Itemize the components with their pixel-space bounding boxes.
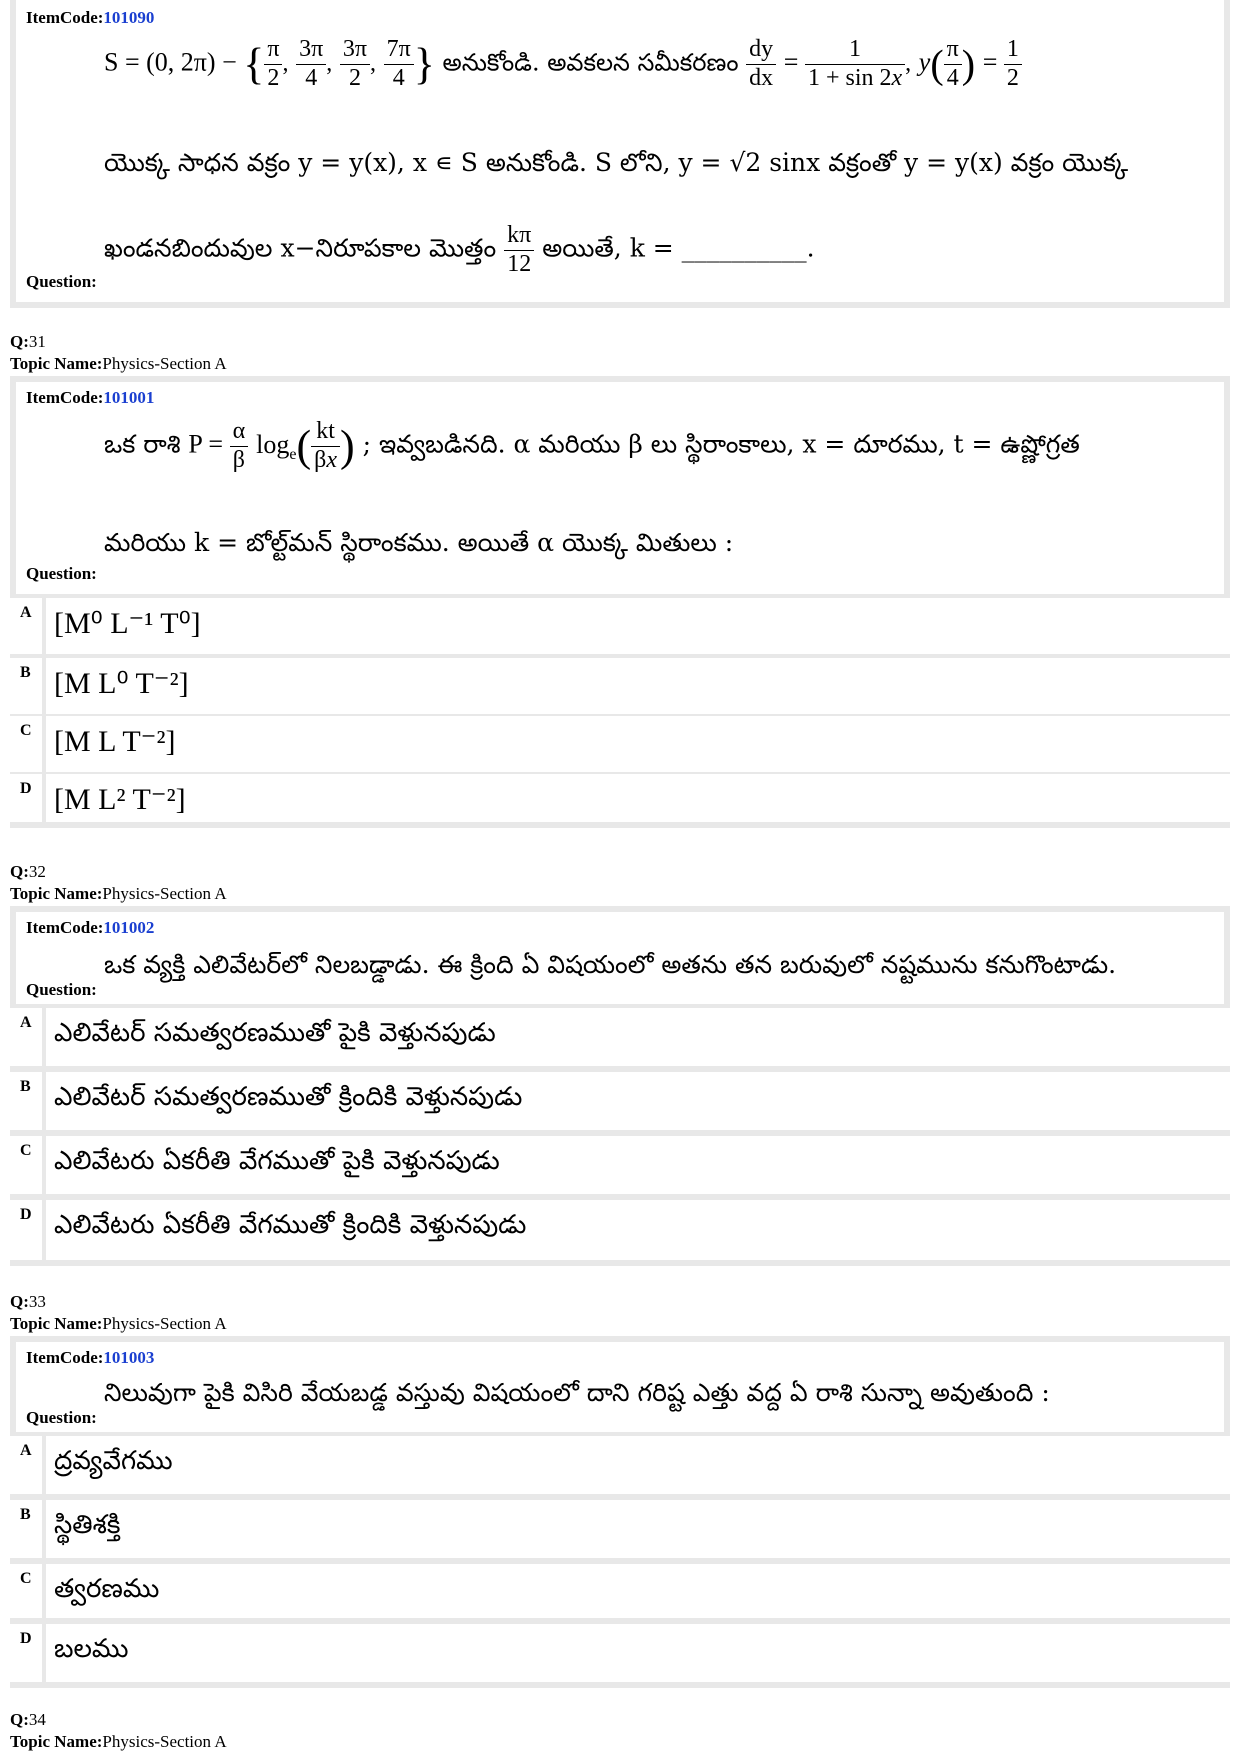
question-line-2: మరియు k = బోల్ట్‌మన్ స్థిరాంకము. అయితే α యొక్క మితులు : <box>104 528 734 557</box>
question-text: ఒక వ్యక్తి ఎలివేటర్‌లో నిలబడ్డాడు. ఈ క్రింది ఏ విషయంలో అతను తన బరువులో నష్టమును కనుగొంటాడు. <box>104 950 1117 979</box>
option-letter: B <box>20 664 31 681</box>
option-text: ఎలివేటర్ సమత్వరణముతో క్రిందికి వెళ్తునపుడు <box>54 1082 523 1112</box>
option-divider <box>42 1436 46 1494</box>
topic-name <box>10 1732 227 1752</box>
option-divider <box>42 774 46 822</box>
item-code-value: 101003 <box>103 1348 155 1367</box>
option-letter: D <box>20 1630 32 1647</box>
question-text: ఒక రాశి <box>104 429 181 459</box>
question-text: ; ఇవ్వబడినది. α మరియు β లు స్థిరాంకాలు, x = దూరము, t = ఉష్ణోగ్రత <box>362 429 1080 459</box>
option-letter: C <box>20 1142 32 1159</box>
item-code-label: ItemCode: <box>26 388 104 407</box>
option-letter: A <box>20 1014 32 1031</box>
option-a[interactable] <box>10 1008 1230 1066</box>
question-number <box>10 1710 46 1730</box>
topic-label: Topic Name: <box>10 354 103 373</box>
option-divider <box>42 1136 46 1194</box>
question-block-101002 <box>10 906 1230 1266</box>
topic-value: Physics-Section A <box>102 1314 227 1333</box>
option-divider <box>42 1200 46 1260</box>
option-b[interactable] <box>10 1500 1230 1558</box>
question-label: Question: <box>26 980 97 999</box>
question-text: అయితే, k = __________. <box>542 233 815 263</box>
option-divider <box>42 716 46 772</box>
question-text: నిలువుగా పైకి విసిరి వేయబడ్డ వస్తువు విషయంలో దాని గరిష్ట ఎత్తు వద్ద ఏ రాశి సున్నా అవుతుంది : <box>104 1378 1050 1407</box>
option-text: త్వరణము <box>54 1574 160 1604</box>
topic-label: Topic Name: <box>10 1314 103 1333</box>
item-code-label: ItemCode: <box>26 1348 104 1367</box>
question-number-value: 31 <box>28 332 46 351</box>
question-text: అనుకోండి. అవకలన సమీకరణం <box>442 48 739 77</box>
option-letter: B <box>20 1506 31 1523</box>
option-a[interactable] <box>10 1436 1230 1494</box>
option-a[interactable] <box>10 598 1230 654</box>
option-text: [M L² T⁻²] <box>54 783 186 816</box>
item-code <box>26 8 154 28</box>
topic-name <box>10 354 227 374</box>
item-code-value: 101002 <box>103 918 155 937</box>
option-divider <box>42 1500 46 1558</box>
question-block-101090 <box>10 0 1230 308</box>
option-letter: A <box>20 604 32 621</box>
question-number-value: 32 <box>28 862 46 881</box>
topic-value: Physics-Section A <box>102 354 227 373</box>
option-b[interactable] <box>10 1072 1230 1130</box>
option-text: ద్రవ్యవేగము <box>54 1446 173 1476</box>
option-letter: D <box>20 1206 32 1223</box>
question-number-value: 33 <box>28 1292 46 1311</box>
option-d[interactable] <box>10 774 1230 822</box>
item-code <box>26 388 154 408</box>
question-line-1: ఒక రాశి P = $\frac{\alpha}{\beta}$ $\log_e$( $\frac{kt}{\beta x}$ ) ; ఇవ్వబడినది. α మరియు β లు స్థిరాంకాలు, x = దూరము, t = ఉష్ణోగ్రత <box>104 418 1080 473</box>
option-c[interactable] <box>10 1564 1230 1618</box>
question-line-2: యొక్క సాధన వక్రం y = y(x), x ∊ S అనుకోండి. S లోని, y = √2 sinx వక్రంతో y = y(x) వక్రం యొక్క <box>104 148 1129 177</box>
option-text: ఎలివేటరు ఏకరీతి వేగముతో పైకి వెళ్తునపుడు <box>54 1146 500 1176</box>
option-letter: D <box>20 780 32 797</box>
option-d[interactable] <box>10 1624 1230 1682</box>
option-divider <box>42 1072 46 1130</box>
option-letter: C <box>20 1570 32 1587</box>
question-number-value: 34 <box>28 1710 46 1729</box>
question-line-3: ఖండనబిందువుల x−నిరూపకాల మొత్తం $\frac{k\pi}{12}$ అయితే, k = __________. <box>104 222 815 277</box>
option-divider <box>42 1564 46 1618</box>
option-letter: C <box>20 722 32 739</box>
option-divider <box>42 1624 46 1682</box>
topic-label: Topic Name: <box>10 884 103 903</box>
option-text: [M L T⁻²] <box>54 725 176 758</box>
topic-name <box>10 884 227 904</box>
item-code-value: 101090 <box>103 8 155 27</box>
option-divider <box>42 598 46 654</box>
question-text: ఖండనబిందువుల x−నిరూపకాల మొత్తం <box>104 233 497 263</box>
option-text: ఎలివేటరు ఏకరీతి వేగముతో క్రిందికి వెళ్తునపుడు <box>54 1210 527 1240</box>
item-code-label: ItemCode: <box>26 918 104 937</box>
topic-value: Physics-Section A <box>102 1732 227 1751</box>
topic-value: Physics-Section A <box>102 884 227 903</box>
question-number <box>10 332 46 352</box>
option-text: ఎలివేటర్ సమత్వరణముతో పైకి వెళ్తునపుడు <box>54 1018 496 1048</box>
item-code <box>26 1348 154 1368</box>
option-c[interactable] <box>10 1136 1230 1194</box>
question-number <box>10 862 46 882</box>
option-text: స్థితిశక్తి <box>54 1510 121 1540</box>
option-text: [M L⁰ T⁻²] <box>54 667 189 700</box>
question-number-label: Q: <box>10 1292 29 1311</box>
question-label: Question: <box>26 1408 97 1427</box>
question-block-101003 <box>10 1336 1230 1688</box>
option-text: బలము <box>54 1634 129 1664</box>
option-letter: B <box>20 1078 31 1095</box>
question-number-label: Q: <box>10 1710 29 1729</box>
item-code-value: 101001 <box>103 388 155 407</box>
option-divider <box>42 1008 46 1066</box>
option-b[interactable] <box>10 658 1230 714</box>
option-text: [M⁰ L⁻¹ T⁰] <box>54 607 201 640</box>
question-number-label: Q: <box>10 862 29 881</box>
question-number <box>10 1292 46 1312</box>
option-d[interactable] <box>10 1200 1230 1260</box>
topic-name <box>10 1314 227 1334</box>
question-block-101001 <box>10 376 1230 828</box>
option-letter: A <box>20 1442 32 1459</box>
question-label: Question: <box>26 564 97 583</box>
topic-label: Topic Name: <box>10 1732 103 1751</box>
item-code <box>26 918 154 938</box>
option-c[interactable] <box>10 716 1230 772</box>
item-code-label: ItemCode: <box>26 8 104 27</box>
question-label: Question: <box>26 272 97 291</box>
question-number-label: Q: <box>10 332 29 351</box>
option-divider <box>42 658 46 714</box>
question-line-1: S = (0, 2π) − { $\frac{\pi}{2}$ , $\frac{3\pi}{4}$ , $\frac{3\pi}{2}$ , $\frac{7\pi}{4}$ } అనుకోండి. అవకలన సమీకరణం $\frac{dy}{dx}$ = $\frac{1}{1 + \sin 2x}$ , y( $\frac{\pi}{4}$ ) = $\frac{1}{2}$ <box>104 36 1022 92</box>
